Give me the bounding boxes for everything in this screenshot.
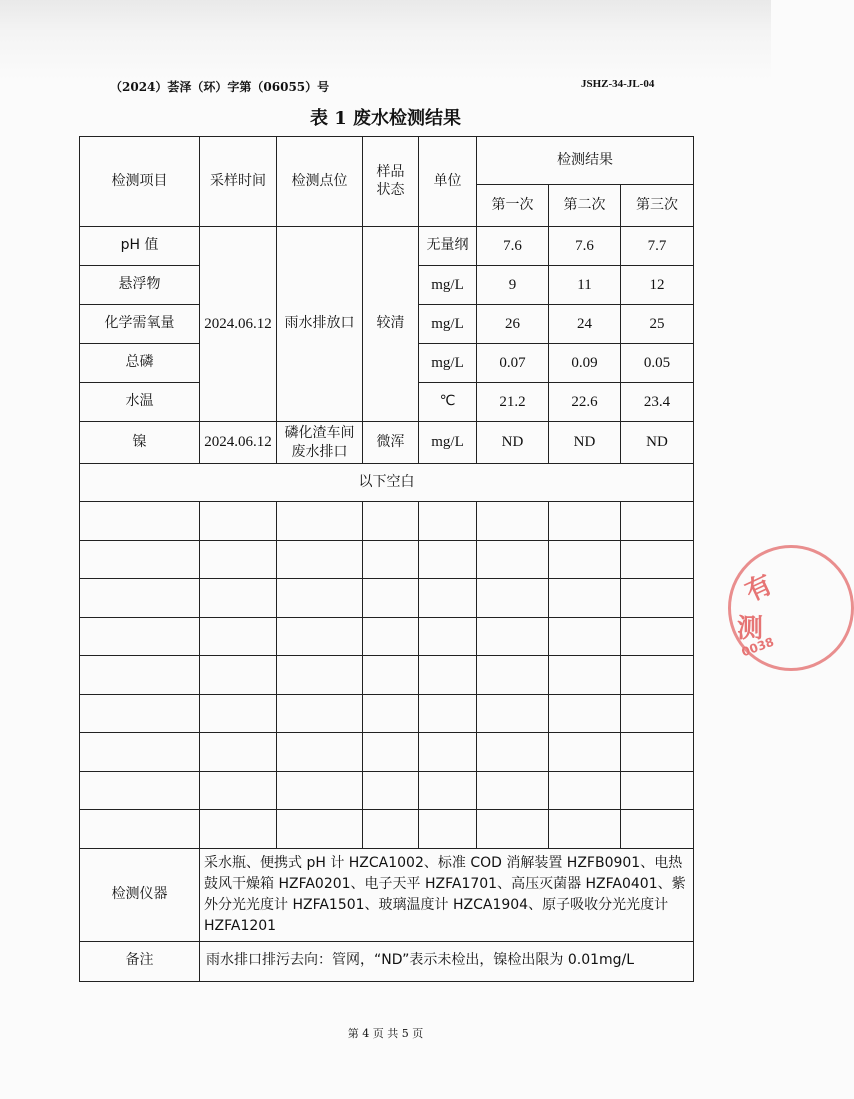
- empty-row: [80, 771, 694, 810]
- page-footer: 第 4 页 共 5 页: [347, 1027, 424, 1040]
- table-title: 表 1 废水检测结果: [309, 108, 462, 129]
- location-line2: 废水排口: [291, 443, 348, 460]
- instruments-text: 采水瓶、便携式 pH 计 HZCA1002、标准 COD 消解装置 HZFB0901、电热鼓风干燥箱 HZFA0201、电子天平 HZFA1701、高压灭菌器 HZFA0401、紫外分光光度计 HZFA1501、玻璃温度计 HZCA1904、原子吸收分光光度计 HZFA1201: [200, 848, 694, 941]
- empty-cell: [621, 656, 694, 695]
- empty-cell: [419, 771, 477, 810]
- empty-cell: [200, 579, 277, 618]
- seal-number: 0038: [739, 634, 776, 660]
- empty-cell: [277, 502, 363, 541]
- result-2-cell: 0.09: [549, 344, 621, 383]
- instruments-label: 检测仪器: [80, 848, 200, 941]
- unit-cell: 无量纲: [419, 227, 477, 266]
- instruments-row: [80, 848, 694, 941]
- item-cell: pH 值: [80, 227, 200, 266]
- empty-cell: [200, 617, 277, 656]
- empty-cell: [621, 579, 694, 618]
- sampling-time-cell: 2024.06.12: [200, 422, 277, 464]
- document-number: （2024）荟泽（环）字第（06055）号: [110, 80, 330, 94]
- empty-cell: [80, 694, 200, 733]
- table-row-nickel: [80, 422, 694, 464]
- empty-cell: [363, 733, 419, 772]
- result-1-cell: ND: [477, 422, 549, 464]
- result-2-cell: 7.6: [549, 227, 621, 266]
- empty-cell: [621, 810, 694, 849]
- result-2-cell: ND: [549, 422, 621, 464]
- empty-cell: [363, 579, 419, 618]
- empty-cell: [200, 733, 277, 772]
- empty-cell: [80, 540, 200, 579]
- col-header-third: 第三次: [621, 185, 694, 227]
- scan-shadow: [0, 0, 771, 80]
- empty-cell: [363, 540, 419, 579]
- empty-cell: [363, 694, 419, 733]
- empty-cell: [477, 540, 549, 579]
- result-1-cell: 21.2: [477, 383, 549, 422]
- empty-cell: [621, 617, 694, 656]
- blank-note: 以下空白: [80, 464, 694, 502]
- empty-cell: [549, 579, 621, 618]
- official-seal: [728, 545, 854, 671]
- form-code: JSHZ-34-JL-04: [581, 78, 655, 90]
- result-3-cell: 0.05: [621, 344, 694, 383]
- empty-cell: [363, 810, 419, 849]
- empty-cell: [277, 617, 363, 656]
- empty-cell: [621, 733, 694, 772]
- result-1-cell: 26: [477, 305, 549, 344]
- sampling-time-cell: 2024.06.12: [200, 227, 277, 422]
- blank-note-row: [80, 464, 694, 502]
- empty-cell: [363, 656, 419, 695]
- empty-row: [80, 733, 694, 772]
- col-header-results: 检测结果: [477, 137, 694, 185]
- result-3-cell: 23.4: [621, 383, 694, 422]
- empty-cell: [419, 733, 477, 772]
- location-cell: [277, 422, 363, 464]
- empty-cell: [549, 771, 621, 810]
- item-cell: 化学需氧量: [80, 305, 200, 344]
- empty-row: [80, 694, 694, 733]
- empty-rows: [80, 502, 694, 849]
- unit-cell: mg/L: [419, 266, 477, 305]
- remarks-label: 备注: [80, 941, 200, 981]
- empty-cell: [363, 771, 419, 810]
- empty-cell: [477, 733, 549, 772]
- empty-cell: [477, 771, 549, 810]
- result-3-cell: 25: [621, 305, 694, 344]
- empty-cell: [621, 694, 694, 733]
- empty-row: [80, 540, 694, 579]
- col-header-state-line2: 状态: [376, 181, 405, 198]
- empty-cell: [200, 810, 277, 849]
- empty-cell: [80, 656, 200, 695]
- empty-cell: [363, 617, 419, 656]
- empty-cell: [477, 502, 549, 541]
- remarks-text: 雨水排口排污去向：管网，“ND”表示未检出，镍检出限为 0.01mg/L: [200, 941, 694, 981]
- empty-cell: [549, 694, 621, 733]
- item-cell: 悬浮物: [80, 266, 200, 305]
- item-cell: 水温: [80, 383, 200, 422]
- empty-cell: [80, 771, 200, 810]
- empty-cell: [277, 810, 363, 849]
- empty-row: [80, 502, 694, 541]
- result-2-cell: 11: [549, 266, 621, 305]
- wastewater-results-table: [79, 136, 694, 982]
- empty-cell: [419, 540, 477, 579]
- empty-cell: [549, 733, 621, 772]
- result-3-cell: ND: [621, 422, 694, 464]
- unit-cell: ℃: [419, 383, 477, 422]
- empty-cell: [200, 694, 277, 733]
- item-cell: 总磷: [80, 344, 200, 383]
- empty-cell: [80, 810, 200, 849]
- col-header-location: 检测点位: [277, 137, 363, 227]
- empty-cell: [549, 810, 621, 849]
- empty-cell: [419, 617, 477, 656]
- empty-cell: [277, 694, 363, 733]
- empty-row: [80, 656, 694, 695]
- empty-cell: [477, 694, 549, 733]
- empty-cell: [419, 579, 477, 618]
- empty-cell: [363, 502, 419, 541]
- col-header-time: 采样时间: [200, 137, 277, 227]
- result-3-cell: 7.7: [621, 227, 694, 266]
- empty-cell: [200, 502, 277, 541]
- empty-cell: [549, 540, 621, 579]
- empty-row: [80, 617, 694, 656]
- empty-cell: [549, 502, 621, 541]
- empty-cell: [277, 733, 363, 772]
- remarks-row: [80, 941, 694, 981]
- empty-cell: [477, 579, 549, 618]
- result-2-cell: 24: [549, 305, 621, 344]
- item-cell: 镍: [80, 422, 200, 464]
- state-cell: 微浑: [363, 422, 419, 464]
- empty-cell: [80, 502, 200, 541]
- result-2-cell: 22.6: [549, 383, 621, 422]
- empty-cell: [277, 656, 363, 695]
- empty-cell: [80, 617, 200, 656]
- result-1-cell: 9: [477, 266, 549, 305]
- col-header-second: 第二次: [549, 185, 621, 227]
- col-header-state-line1: 样品: [376, 164, 405, 180]
- result-3-cell: 12: [621, 266, 694, 305]
- unit-cell: mg/L: [419, 344, 477, 383]
- empty-cell: [419, 502, 477, 541]
- empty-cell: [277, 771, 363, 810]
- table-header-row: [80, 137, 694, 185]
- empty-cell: [419, 810, 477, 849]
- empty-cell: [549, 617, 621, 656]
- empty-cell: [80, 579, 200, 618]
- empty-cell: [419, 656, 477, 695]
- col-header-state: [363, 137, 419, 227]
- empty-cell: [200, 656, 277, 695]
- result-1-cell: 0.07: [477, 344, 549, 383]
- seal-char: 有: [740, 569, 778, 608]
- col-header-unit: 单位: [419, 137, 477, 227]
- unit-cell: mg/L: [419, 305, 477, 344]
- col-header-item: 检测项目: [80, 137, 200, 227]
- empty-cell: [419, 694, 477, 733]
- empty-cell: [477, 656, 549, 695]
- result-1-cell: 7.6: [477, 227, 549, 266]
- empty-cell: [277, 540, 363, 579]
- empty-row: [80, 810, 694, 849]
- empty-row: [80, 579, 694, 618]
- empty-cell: [621, 540, 694, 579]
- empty-cell: [277, 579, 363, 618]
- empty-cell: [80, 733, 200, 772]
- empty-cell: [200, 771, 277, 810]
- state-cell: 较清: [363, 227, 419, 422]
- empty-cell: [621, 502, 694, 541]
- empty-cell: [477, 810, 549, 849]
- location-line1: 磷化渣车间: [284, 424, 355, 441]
- col-header-first: 第一次: [477, 185, 549, 227]
- empty-cell: [549, 656, 621, 695]
- unit-cell: mg/L: [419, 422, 477, 464]
- table-row: [80, 227, 694, 266]
- seal-char: 测: [737, 614, 764, 644]
- location-cell: 雨水排放口: [277, 227, 363, 422]
- empty-cell: [200, 540, 277, 579]
- empty-cell: [477, 617, 549, 656]
- empty-cell: [621, 771, 694, 810]
